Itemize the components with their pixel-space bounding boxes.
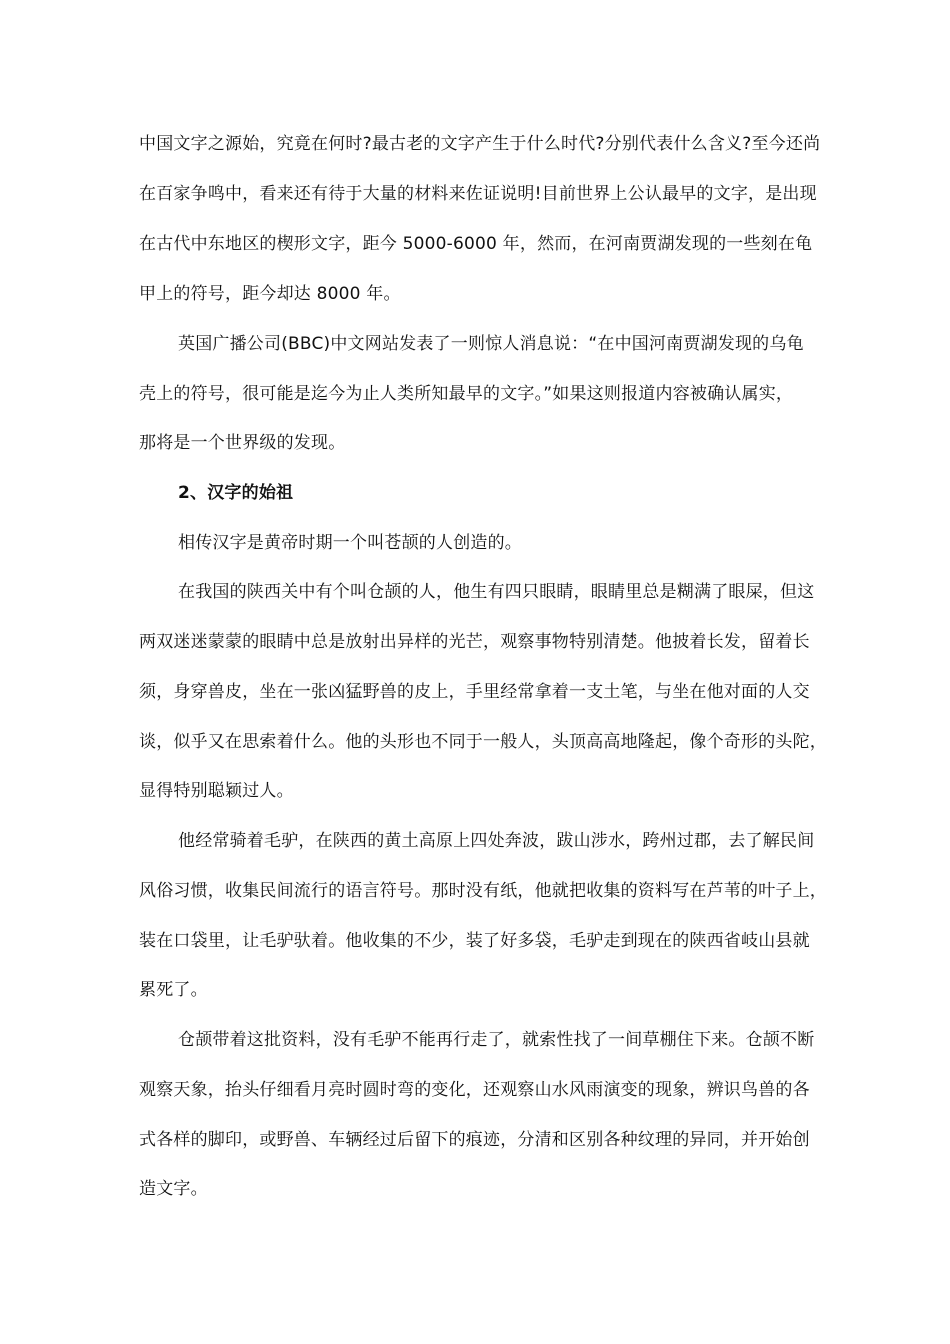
paragraph-5-line-2: 风俗习惯，收集民间流行的语言符号。那时没有纸，他就把收集的资料写在芦苇的叶子上， [139, 881, 827, 901]
paragraph-4-line-3: 须，身穿兽皮，坐在一张凶猛野兽的皮上，手里经常拿着一支土笔，与坐在他对面的人交 [139, 682, 810, 702]
paragraph-2-line-2: 壳上的符号，很可能是迄今为止人类所知最早的文字。”如果这则报道内容被确认属实， [139, 384, 794, 404]
section-heading: 2、汉字的始祖 [178, 483, 294, 503]
paragraph-3-line-1: 相传汉字是黄帝时期一个叫苍颉的人创造的。 [178, 533, 522, 553]
paragraph-1-line-1: 中国文字之源始，究竟在何时?最古老的文字产生于什么时代?分别代表什么含义?至今还尚 [139, 134, 821, 154]
paragraph-1-line-4: 甲上的符号，距今却达 8000 年。 [139, 284, 401, 304]
paragraph-6-line-4: 造文字。 [139, 1179, 208, 1199]
paragraph-4-line-1: 在我国的陕西关中有个叫仓颉的人，他生有四只眼睛，眼睛里总是糊满了眼屎，但这 [178, 582, 815, 602]
paragraph-5-line-4: 累死了。 [139, 980, 208, 1000]
paragraph-5-line-3: 装在口袋里，让毛驴驮着。他收集的不少，装了好多袋，毛驴走到现在的陕西省岐山县就 [139, 931, 810, 951]
paragraph-4-line-5: 显得特别聪颖过人。 [139, 781, 294, 801]
paragraph-6-line-2: 观察天象，抬头仔细看月亮时圆时弯的变化，还观察山水风雨演变的现象，辨识鸟兽的各 [139, 1080, 810, 1100]
paragraph-1-line-3: 在古代中东地区的楔形文字，距今 5000-6000 年，然而，在河南贾湖发现的一些刻在龟 [139, 234, 813, 254]
paragraph-4-line-2: 两双迷迷蒙蒙的眼睛中总是放射出异样的光芒，观察事物特别清楚。他披着长发，留着长 [139, 632, 810, 652]
paragraph-2-line-1: 英国广播公司(BBC)中文网站发表了一则惊人消息说：“在中国河南贾湖发现的乌龟 [178, 334, 804, 354]
paragraph-2-line-3: 那将是一个世界级的发现。 [139, 433, 346, 453]
paragraph-4-line-4: 谈，似乎又在思索着什么。他的头形也不同于一般人，头顶高高地隆起，像个奇形的头陀， [139, 732, 827, 752]
paragraph-1-line-2: 在百家争鸣中，看来还有待于大量的材料来佐证说明!目前世界上公认最早的文字，是出现 [139, 184, 817, 204]
paragraph-6-line-3: 式各样的脚印，或野兽、车辆经过后留下的痕迹，分清和区别各种纹理的异同，并开始创 [139, 1130, 810, 1150]
paragraph-5-line-1: 他经常骑着毛驴，在陕西的黄土高原上四处奔波，跋山涉水，跨州过郡，去了解民间 [178, 831, 815, 851]
paragraph-6-line-1: 仓颉带着这批资料，没有毛驴不能再行走了，就索性找了一间草棚住下来。仓颉不断 [178, 1030, 815, 1050]
